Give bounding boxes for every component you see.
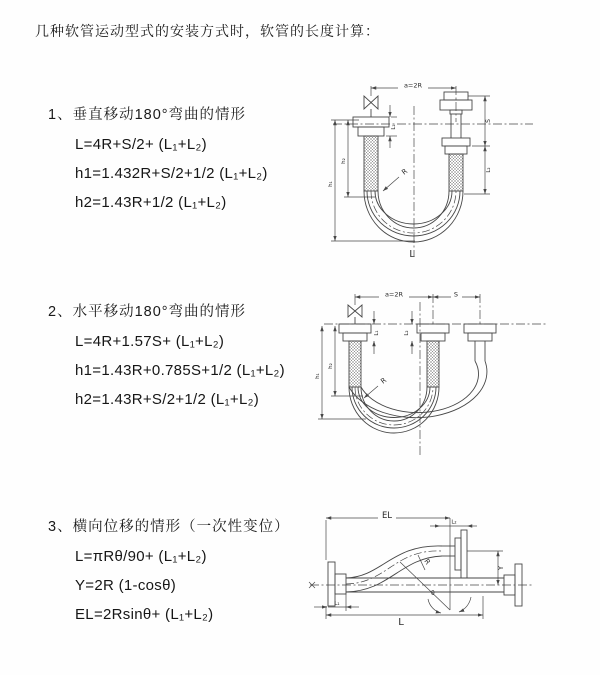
dim-label-h-inner: h₂: [341, 158, 347, 164]
dim-label-fit-left: L₁: [391, 124, 397, 130]
upper-flange: [442, 530, 467, 578]
dim-label-fit-right: L₂: [451, 519, 457, 526]
section-heading: 3、横向位移的情形（一次性变位）: [48, 519, 290, 535]
section-lateral-displacement: [48, 515, 290, 623]
dim-label-offset: Y: [497, 565, 505, 571]
dim-label-el: EL: [381, 511, 393, 521]
formula-line: h2=1.43R+S/2+1/2 (L₁+L₂): [75, 391, 260, 408]
dimension-lines: [331, 96, 490, 241]
dim-label-radius: R: [422, 557, 432, 567]
middle-pipe-fitting: [417, 324, 449, 387]
page-title: 几种软管运动型式的安装方式时，软管的长度计算：: [35, 23, 380, 39]
dim-label-fit-right: L₂: [486, 167, 492, 173]
formula-line: Y=2R (1-cosθ): [75, 577, 177, 594]
diagram-lateral-displacement: [300, 502, 600, 642]
section-vertical-movement: [48, 103, 268, 211]
dimension-span: [355, 290, 480, 299]
formula-line: h1=1.43R+0.785S+1/2 (L₁+L₂): [75, 362, 285, 379]
centerlines: [333, 86, 533, 256]
dim-label-stroke: S: [453, 290, 459, 299]
dim-label-radius: R: [379, 376, 389, 386]
dim-label-angle: θ: [431, 590, 435, 597]
valve-icon: [364, 96, 378, 117]
diagram-vertical-180-bend: [311, 76, 596, 261]
dim-label-fit-left: L₁: [334, 601, 340, 607]
formula-line: L=4R+1.57S+ (L₁+L₂): [75, 333, 225, 350]
formula-line: h1=1.432R+S/2+1/2 (L₁+L₂): [75, 165, 268, 182]
diagram-horizontal-180-bend: [308, 284, 600, 464]
section-heading: 2、水平移动180°弯曲的情形: [48, 304, 247, 320]
dim-label-length: L: [409, 249, 415, 260]
dim-label-radius: R: [400, 167, 410, 177]
valve-icon: [348, 305, 362, 324]
dim-label-fit-mid: L₂: [404, 330, 410, 336]
dim-label-length: L: [398, 617, 404, 628]
left-pipe-fitting: [353, 117, 389, 191]
dim-label-fit-left: L₁: [374, 330, 380, 336]
hose-u-bends: [349, 361, 487, 433]
formula-line: h2=1.43R+1/2 (L₁+L₂): [75, 194, 227, 211]
dim-label-h-outer: h₁: [328, 181, 334, 187]
formula-line: EL=2Rsinθ+ (L₁+L₂): [75, 606, 214, 623]
hose-u-bend: [364, 191, 463, 242]
dim-label-h-inner: h₂: [328, 363, 334, 369]
angle-construction: [400, 555, 471, 613]
section-horizontal-movement: [48, 300, 285, 408]
dim-label-stroke: S: [485, 119, 492, 123]
left-pipe-fitting: [339, 324, 371, 387]
dim-label-span: a=2R: [384, 290, 404, 299]
dim-label-span: a=2R: [403, 81, 423, 90]
left-flange: [328, 562, 346, 606]
dim-label-h-outer: h₁: [315, 373, 321, 379]
section-heading: 1、垂直移动180°弯曲的情形: [48, 107, 247, 123]
right-pipe-fitting: [464, 324, 496, 361]
formula-line: L=4R+S/2+ (L₁+L₂): [75, 136, 207, 153]
formula-line: L=πRθ/90+ (L₁+L₂): [75, 548, 207, 565]
